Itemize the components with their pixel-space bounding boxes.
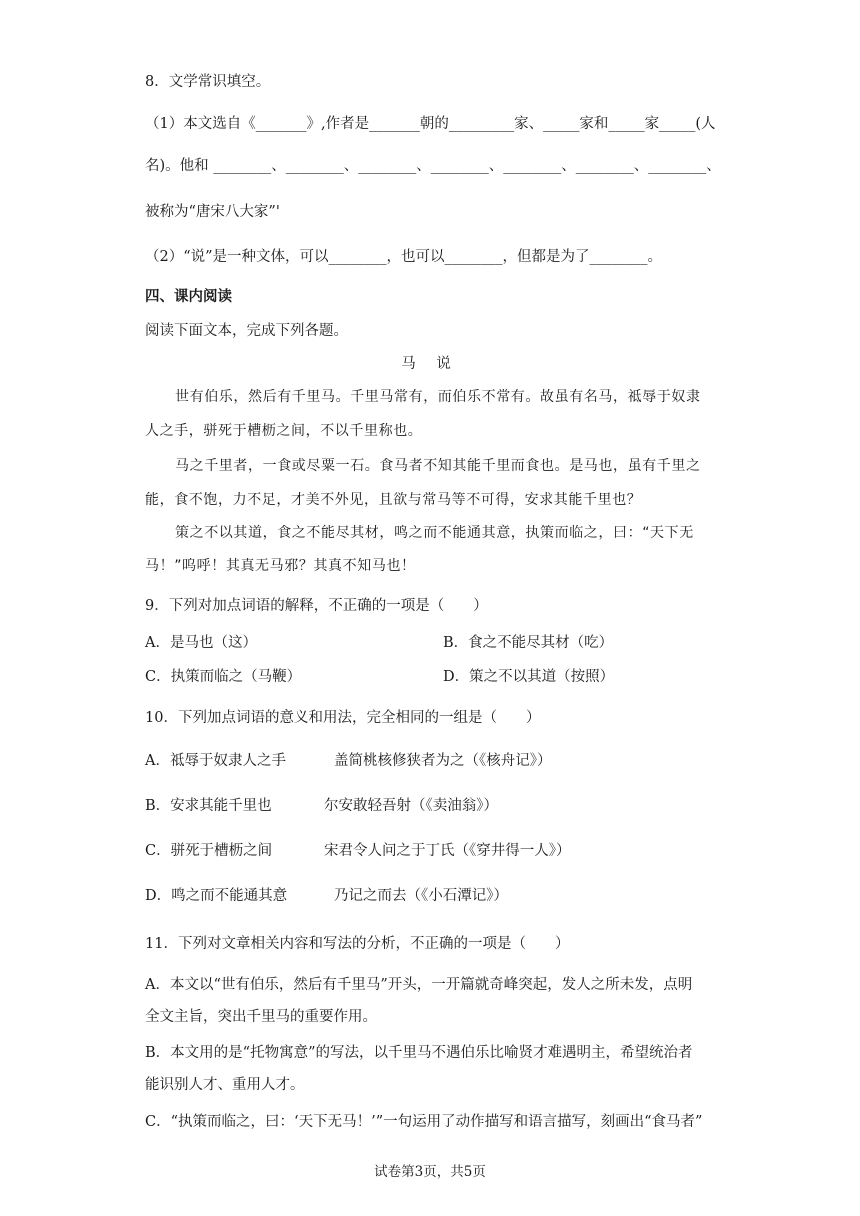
q9-option-d: D．策之不以其道（按照） [443, 669, 615, 685]
passage-title: 马 说 [401, 356, 459, 372]
q8-stem: 8．文学常识填空。 [145, 74, 271, 90]
q10-stem: 10．下列加点词语的意义和用法，完全相同的一组是（ ） [145, 710, 541, 726]
q10-option-d: D．鸣之而不能通其意 [145, 888, 288, 904]
q11-option-b-line1: B．本文用的是“托物寓意”的写法，以千里马不遇伯乐比喻贤才难遇明主，希望统治者 [145, 1045, 693, 1061]
page-footer: 试卷第3页，共5页 [374, 1164, 486, 1180]
passage-p1-line2: 人之手，骈死于槽枥之间，不以千里称也。 [145, 423, 423, 439]
q9-option-c: C．执策而临之（马鞭） [145, 669, 302, 685]
q10-option-c: C．骈死于槽枥之间 [145, 843, 273, 859]
q11-option-a-line2: 全文主旨，突出千里马的重要作用。 [145, 1009, 377, 1025]
q11-option-a-line1: A．本文以“世有伯乐，然后有千里马”开头，一开篇就奇峰突起，发人之所未发，点明 [145, 977, 693, 993]
q10-option-a-compare: 盖简桃核修狭者为之（《核舟记》） [334, 753, 552, 769]
q8-part1-line2: 名)。他和 ________、________、________、________、________、________、________、 [145, 158, 721, 174]
q11-option-c-line1: C．“执策而临之，曰：‘天下无马！’”一句运用了动作描写和语言描写，刻画出“食马者” [145, 1114, 703, 1130]
q9-option-b: B．食之不能尽其材（吃） [443, 635, 614, 651]
q9-stem: 9．下列对加点词语的解释，不正确的一项是（ ） [145, 598, 488, 614]
passage-p2-line2: 能，食不饱，力不足，才美不外见，且欲与常马等不可得，安求其能千里也？ [145, 492, 642, 508]
reading-instruction: 阅读下面文本，完成下列各题。 [145, 323, 348, 339]
q11-stem: 11．下列对文章相关内容和写法的分析，不正确的一项是（ ） [145, 936, 570, 952]
q10-option-d-compare: 乃记之而去（《小石潭记》） [334, 888, 508, 904]
q9-option-a: A．是马也（这） [145, 635, 257, 651]
q8-part2: （2）“说”是一种文体，可以________，也可以________，但都是为了________。 [145, 249, 663, 265]
q10-option-c-compare: 宋君令人问之于丁氏（《穿井得一人》） [324, 843, 571, 859]
q8-part1-line1: （1）本文选自《_______》,作者是_______朝的_________家、_____家和_____家_____(人 [145, 116, 716, 132]
passage-p3-line2: 马！”呜呼！其真无马邪？其真不知马也！ [145, 558, 416, 574]
q10-option-b-compare: 尔安敢轻吾射（《卖油翁》） [324, 798, 498, 814]
q8-part1-line3: 被称为“唐宋八大家”' [145, 204, 280, 220]
q11-option-b-line2: 能识别人才、重用人才。 [145, 1077, 305, 1093]
q10-option-b: B．安求其能千里也 [145, 798, 272, 814]
passage-p3-line1: 策之不以其道，食之不能尽其材，鸣之而不能通其意，执策而临之，曰：“天下无 [175, 525, 694, 541]
passage-p1-line1: 世有伯乐，然后有千里马。千里马常有，而伯乐不常有。故虽有名马，祗辱于奴隶 [175, 389, 701, 405]
section-heading: 四、课内阅读 [145, 288, 232, 305]
passage-p2-line1: 马之千里者，一食或尽粟一石。食马者不知其能千里而食也。是马也，虽有千里之 [175, 458, 701, 474]
q10-option-a: A．祗辱于奴隶人之手 [145, 753, 286, 769]
